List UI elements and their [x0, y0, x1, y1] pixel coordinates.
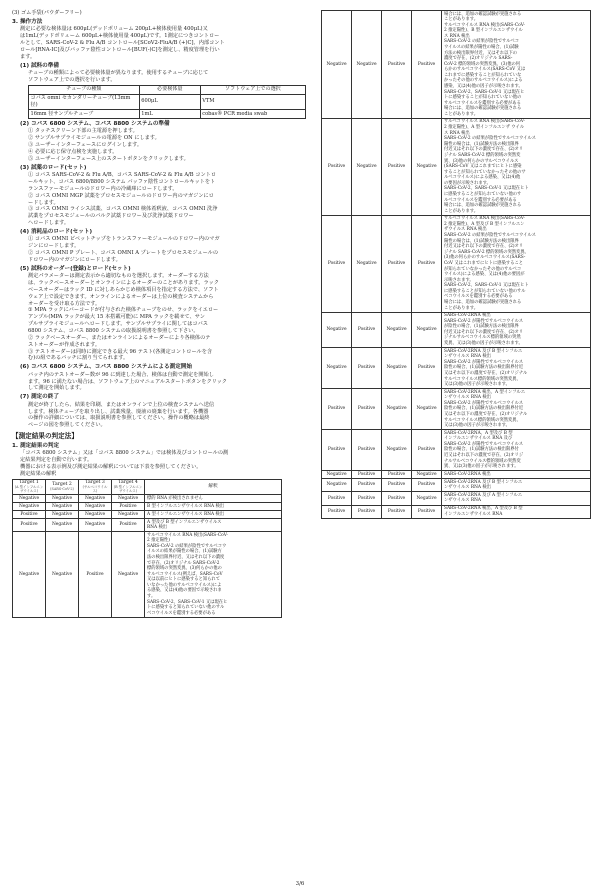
target-2-header: Target 2 (SARS-CoV-2)	[46, 479, 79, 494]
target-3-result-cell: Positive	[382, 118, 412, 215]
target-1-result-cell: Negative	[322, 11, 352, 119]
run-end-body	[12, 402, 306, 429]
text-line: して測定を開始します。	[28, 385, 85, 392]
interpretation-cell	[145, 503, 282, 511]
interpretation-line: SARS-CoV-2 が陽性でサルベコウイルス	[444, 318, 524, 324]
interpretation-line: SARS-CoV-2 の結果が陰性でサルベコウイルス	[444, 233, 536, 239]
text-line: ソフトウェア上での選択を行います。	[28, 76, 116, 83]
text-line: ① MPA ラックにバーコードが付与された検体チューブをのせ、ラックをイエロー	[28, 307, 219, 314]
interpretation-line: サルベコウイルス RNA 検出(SARS-CoV-	[444, 216, 525, 222]
interpretation-line: 又はそれ以下の濃度で存在、(2)オリジナル	[444, 370, 528, 376]
target-4-result-cell: Positive	[112, 519, 145, 532]
interpretation-line: ことがあります。	[444, 111, 479, 117]
target-2-result-cell: Positive	[352, 430, 382, 471]
interpretation-line: かったその他のサルベコウイルス)による	[444, 78, 523, 84]
table-row	[13, 532, 282, 618]
interpretation-line: 付近又はそれ以下の濃度で存在、(2)オリ	[444, 147, 524, 153]
target-4-result-cell: Negative	[412, 389, 442, 430]
text-line: ます。	[20, 53, 36, 60]
target-2-result-cell: Negative	[46, 532, 79, 618]
interpretation-line: B 型インフルエンザウイルス RNA 検出	[147, 503, 225, 509]
interpretation-line: ジナルサルベコウイルス標的領域の突然	[444, 335, 521, 341]
sample-order-steps	[12, 307, 306, 362]
target-1-result-cell: Positive	[322, 505, 352, 518]
target-1-result-cell: Positive	[322, 118, 352, 215]
target-3-header: Target 3 (サルベコウイルス)	[79, 479, 112, 494]
interpretation-line: SARS-CoV-2RNA 検出	[444, 313, 491, 319]
interpretation-line: ことがあります。	[444, 208, 479, 214]
target-2-result-cell: Negative	[352, 11, 382, 119]
interpretation-line: の要因が示唆されます。	[444, 180, 491, 186]
result-interpretation-table-continued	[321, 10, 591, 519]
text-line: ルとして、SARS-CoV-2 & Flu A/B コントロール[SCoV2-FluA/B (+)C]、内部コント	[20, 39, 225, 46]
text-line: オーダーを受け取る方法です。	[28, 300, 101, 307]
interpretation-line: 又は以前にヒトに感染すると知られて	[147, 577, 221, 583]
text-line: む)の組であるバッチに割り当てられます。	[28, 355, 129, 362]
interpretation-line: 陰性の場合、(1)試験方法の検出限界付	[444, 447, 519, 453]
interpretation-line: ス RNA 検出	[444, 33, 470, 39]
run-start-heading: (6) コバス 6800 システム、コバス 8800 システムによる測定開始	[20, 364, 192, 371]
table-row	[322, 348, 591, 389]
consumable-load-steps	[12, 236, 306, 263]
interpretation-line: に感染することが知られていない他のサ	[444, 192, 522, 197]
interpretation-cell	[145, 532, 282, 618]
target-2-result-cell: Positive	[352, 348, 382, 389]
interpretation-line: SARS-CoV-2 が陽性でサルベコウイルス	[444, 441, 524, 447]
text-line: ③ コバス OMNI ライシス試薬、コバス OMNI 検体希釈液、コバス OMNI 洗浄	[28, 206, 218, 213]
target-2-result-cell: Negative	[46, 503, 79, 511]
text-line: 6800 システム、コバス 8800 システムの取扱説明書を参照して下さい。	[28, 328, 199, 335]
text-line: 定結果判定を自動で行います。	[20, 457, 93, 464]
interpretation-cell	[442, 11, 591, 119]
table-row	[322, 215, 591, 312]
interpretation-line: ルベコウイルスを鑑別する必要がある	[444, 197, 517, 203]
interpretation-line: トに感染することが知られていない他の	[444, 95, 522, 101]
text-line: ールキット、コバス 6800/8800 システム バッファ陰性コントロールキットをト	[28, 178, 216, 185]
interpretation-line: SARS-CoV-2 の結果が陰性でサルベコウ	[147, 543, 227, 549]
target-4-header: Target 4 (B 型インフルエンザウイルス)	[112, 479, 145, 494]
text-line: ページの図を参照してください。	[28, 422, 106, 429]
interpretation-line: SARS-CoV-2RNA 及び B 型インフルエ	[444, 479, 523, 485]
text-line: ます。96 に満たない場合は、ソフトウェア上のマニュアルスタートボタンをクリック	[28, 378, 227, 385]
text-line: は、ラックベースオーダーとオンラインによるオーダーのことがあります。ラック	[28, 280, 219, 287]
interpretation-line: 濃度で存在、(2)オリジナル SARS-	[444, 56, 513, 62]
text-line: 測定が終了したら、結果を印刷、またはオンラインで上位の検査システムへ送信	[28, 401, 215, 408]
result-judgement-heading: 1. 測定結果の判定	[12, 442, 60, 449]
system-prep-steps	[12, 128, 306, 162]
target-4-result-cell: Positive	[412, 348, 442, 389]
interpretation-line: が陰性の場合、(1)試験方法の検出限界	[444, 324, 519, 330]
interpretation-line: ことがあります。	[444, 305, 479, 311]
text-line: ベースオーダーはラック ID に対しあらかじめ検体項目を指定する方法で、ソフト	[28, 286, 219, 293]
text-line: 試薬をプロセスモジュールのバルク試薬ドロワー及び洗浄試薬ドロワー	[28, 213, 194, 220]
interpretation-line: 2 推定陽性)、A 型インフルエンザ ウイル	[444, 125, 525, 131]
interpretation-line: SARS-CoV-2、SARS-CoV-1 又は現在ヒ	[444, 89, 525, 95]
table-row	[322, 389, 591, 430]
target-1-result-cell: Positive	[322, 430, 352, 471]
interpretation-line: (SARS-CoV 又はこれまでにヒトに感染	[444, 164, 522, 170]
interpretation-line: SARS-CoV-2、SARS-CoV-1 又は現在ヒト	[444, 283, 529, 289]
text-line: プルサプライモジュールへロードします。サンプルサプライに関してはコバス	[28, 321, 208, 328]
target-3-result-cell: Negative	[382, 312, 412, 347]
target-4-result-cell: Positive	[412, 505, 442, 518]
interpretation-line: 示唆されます。	[444, 277, 474, 283]
interpretation-line: 異、(3)他の何らかのサルベコウイルス	[444, 158, 519, 164]
interpretation-line: SARS-CoV-2 が陽性でサルベコウイルス	[444, 400, 524, 406]
interpretation-header: 解釈	[145, 479, 282, 494]
interpretation-line: サルベコウイルス(例えば、SARS-CoV	[147, 571, 223, 577]
interpretation-line: らかのサルベコウイルス(SARS-CoV 又は	[444, 67, 526, 73]
target-2-result-cell: Positive	[352, 492, 382, 505]
text-line: ② コバス OMNI P プレート、コバス OMNI A プレートをプロセスモジュールの	[28, 250, 219, 257]
interpretation-cell	[442, 505, 591, 518]
interpretation-line: る感染、又は(4)他の要因で示唆されま	[147, 588, 222, 594]
target-2-result-cell: Positive	[352, 389, 382, 430]
tube-type-cell: 16mm 径サンプルチューブ	[29, 110, 140, 119]
sample-volume-cell: 600μL	[139, 94, 200, 110]
target-3-result-cell: Negative	[79, 503, 112, 511]
text-line: ウェア上で設定できます。オンラインによるオーダーは上位の検査システムから	[28, 293, 214, 300]
text-line: ⑤ ユーザーインターフェース上のスタートボタンをクリックします。	[28, 155, 189, 162]
text-line: チューブの種類によって必要検体量が異なります。使用するチューブに応じて	[28, 69, 209, 76]
target-3-result-cell: Positive	[382, 471, 412, 479]
target-3-result-cell: Negative	[79, 495, 112, 503]
text-line: ③ ユーザーインターフェースにログインします。	[28, 142, 143, 149]
interpretation-line: 場合には、追加の確認試験が実施される	[444, 299, 522, 305]
target-1-result-cell: Negative	[322, 471, 352, 479]
target-2-result-cell: Negative	[46, 511, 79, 519]
table-row	[13, 519, 282, 532]
text-line: は1mL(デッドボリューム 600μL+検体使用量 400μL)です。1測定につきコントロー	[20, 33, 220, 40]
target-1-result-cell: Positive	[13, 511, 46, 519]
interpretation-line: SARS-CoV-2 が陽性でサルベコウイルス	[444, 359, 524, 365]
text-line: ③ テストオーダーは同時に測定できる最大 96 テスト(各測定コントロールを含	[28, 348, 213, 355]
item-3-gloves: (3) ゴム手袋(パウダーフリー)	[12, 10, 82, 16]
target-2-result-cell: Negative	[46, 495, 79, 503]
target-2-result-cell: Positive	[352, 505, 382, 518]
target-3-result-cell: Positive	[382, 479, 412, 492]
target-2-result-cell: Negative	[352, 118, 382, 215]
tube-table-header-row	[29, 85, 306, 94]
operation-heading: 3. 操作方法	[12, 18, 43, 25]
target-1-result-cell: Negative	[322, 479, 352, 492]
target-4-result-cell: Positive	[412, 11, 442, 119]
text-line: ① コバス SARS-CoV-2 & Flu A/B、コバス SARS-CoV-2 & Flu A/B コントロ	[28, 172, 217, 179]
interpretation-line: ナルサルベコウイルス標的領域の突然変	[444, 458, 521, 464]
interpretation-line: イルスの結果が陽性の場合、(1)試験方	[147, 549, 222, 555]
text-line: へロードします。	[28, 220, 70, 227]
interpretation-line: A 型インフルエンザウイルス RNA 検出	[147, 511, 225, 517]
sample-order-heading: (5) 試料のオーダー(登録)とロード(セット)	[20, 265, 131, 272]
interpretation-line: が知られていなかったその他のサルベコ	[444, 266, 522, 272]
interpretation-cell	[442, 118, 591, 215]
system-prep-heading: (2) コバス 6800 システム、コバス 8800 システムの準備	[20, 121, 170, 128]
interpretation-line: で存在、(2)オリジナル SARS-CoV-2	[147, 560, 220, 566]
target-2-result-cell: Positive	[352, 471, 382, 479]
operation-intro	[12, 26, 306, 60]
interpretation-line: 方法の検出限界付近、又はそれ以下の	[444, 50, 518, 56]
interpretation-line: SARS-CoV-2RNA、A 型及び B 型	[444, 430, 513, 436]
result-interpretation-table	[12, 479, 282, 618]
interpretation-line: SARS-CoV-2、SARS-CoV-1 又は現在ヒ	[147, 599, 228, 605]
interpretation-line: 場合には、追加の確認試験が実施される	[444, 203, 522, 209]
text-line: アンプル(MPA ラックが最大 15 本搭載可能)に MPA ラックを載せて、サン	[28, 314, 205, 321]
interpretation-line: A 型及び B 型インフルエンザウイルス	[147, 519, 222, 525]
text-line: ② ラックベースオーダー、またはオンラインによるオーダーにより各検体のテ	[28, 334, 211, 341]
interpretation-line: サルベコウイルス標的領域の突然変異、	[444, 417, 521, 423]
target-4-result-cell: Negative	[412, 471, 442, 479]
target-4-result-cell: Positive	[412, 215, 442, 312]
table-row	[322, 118, 591, 215]
target-1-result-cell: Positive	[322, 215, 352, 312]
interpretation-line: 又は(3)他の因子が示唆されます。	[444, 382, 510, 388]
table-row	[322, 492, 591, 505]
target-4-result-cell: Negative	[112, 511, 145, 519]
sample-volume-cell: 1mL	[139, 110, 200, 119]
target-4-result-cell: Positive	[412, 430, 442, 471]
interpretation-line: ジナル SARS-CoV-2 標的領域の突然変異、	[444, 249, 529, 255]
interpretation-line: ウイルス)による感染、又は(4)他の要因が	[444, 272, 525, 278]
software-selection-cell: VTM	[200, 94, 305, 110]
interpretation-line: 変異、又は(3)他の因子が示唆されます。	[444, 341, 523, 347]
sample-prep-body	[12, 70, 306, 84]
text-line: ロール[RNA-IC]及びバッファ陰性コントロール[BUF(-)C]を測定し、精度管理を行い	[20, 46, 220, 53]
judgement-section-heading: 【測定結果の判定法】	[12, 432, 78, 441]
target-3-result-cell: Negative	[382, 430, 412, 471]
target-4-result-cell: Negative	[412, 312, 442, 347]
text-line: ① コバス OMNI ピペットチップをトランスファーモジュールのドロワー内のマガ	[28, 236, 220, 243]
interpretation-line: インフルエンザウイルス RNA	[444, 511, 503, 517]
text-line: ストオーダーが作成されます。	[28, 341, 101, 348]
table-row	[322, 11, 591, 119]
tube-table-header: ソフトウェア上での選択	[200, 85, 305, 94]
interpretation-line: (3)他の何らかのサルベコウイルス(SARS-	[444, 255, 526, 261]
interpretation-line: 2 推定陽性)	[147, 538, 170, 544]
target-3-result-cell: Positive	[382, 492, 412, 505]
target-4-result-cell: Negative	[412, 492, 442, 505]
target-3-result-cell: Positive	[79, 532, 112, 618]
table-row	[322, 479, 591, 492]
interpretation-line: サルベコウイルス RNA 検出(SARS-CoV-	[444, 119, 525, 125]
target-1-result-cell: Positive	[322, 389, 352, 430]
target-3-result-cell: Positive	[382, 11, 412, 119]
text-line: ④ 必要に応じ保守点検を実施します。	[28, 149, 118, 156]
tube-type-cell: コバス omni セカンダリーチューブ(13mm 径)	[29, 94, 140, 110]
table-row	[322, 505, 591, 518]
text-line: の操作の詳細については、取扱説明書を参照してください。操作の概略は最終	[28, 415, 210, 422]
interpretation-line: 付近又はそれ以下の濃度で存在、(2)オリ	[444, 244, 524, 250]
text-line: 測定に必要な検体量は 600μL(デッドボリューム 200μL+検体使用量 400μL)又	[20, 26, 208, 33]
table-row	[322, 430, 591, 471]
interpretation-line: SARS-CoV-2 の結果が陰性でサルベコウイルス	[444, 136, 536, 142]
interpretation-line: 陽性の場合は、(1)試験方法の検出限界	[444, 141, 519, 147]
interpretation-line: SARS-CoV-2 の結果が陰性でサルベコ	[444, 39, 520, 45]
interpretation-line: 2 推定陽性)、B 型インフルエンザウイル	[444, 28, 523, 34]
interpretation-line: 異、又は(3)他の因子が示唆されます。	[444, 464, 519, 470]
interpretation-line: いなかった他のサルベコウイルス)によ	[147, 582, 222, 588]
interpretation-line: 標的領域の突然変異、(3)何らかの他の	[147, 566, 222, 572]
interpretation-line: ンザウイルス RNA	[444, 498, 481, 504]
interpretation-line: 又は(3)他の因子が示唆されます。	[444, 423, 510, 429]
target-1-result-cell: Negative	[13, 495, 46, 503]
interpretation-cell	[442, 348, 591, 389]
text-line: 測定パラメーターは測定表示から適切なものを選択します。オーダーする方法	[28, 273, 209, 280]
target-4-result-cell: Negative	[112, 532, 145, 618]
interpretation-line: SARS-CoV-2RNA 検出、A 型及び B 型	[444, 506, 523, 512]
target-1-result-cell: Negative	[322, 312, 352, 347]
interpretation-line: 2 推定陽性)、A 型及び B 型インフルエン	[444, 221, 525, 227]
interpretation-line: 陽性の場合は、(1)試験方法の検出限界	[444, 238, 519, 244]
target-4-result-cell: Positive	[412, 479, 442, 492]
interpretation-line: RNA 検出	[147, 525, 168, 531]
reagent-load-heading: (3) 試薬のロード(セット)	[20, 164, 87, 171]
software-selection-cell: cobas® PCR media swab	[200, 110, 305, 119]
text-line: ードします。	[28, 199, 59, 206]
text-line: 測定結果の解釈	[20, 470, 57, 477]
interpretation-line: ザウイルス RNA 検出	[444, 227, 487, 233]
target-2-result-cell: Negative	[46, 519, 79, 532]
interpretation-cell	[145, 511, 282, 519]
interpretation-line: ンザウイルス RNA 検出	[444, 485, 491, 491]
result-judgement-body	[12, 450, 306, 477]
text-line: 機器における表示例及び測定結果の解釈については下表を参照してください。	[20, 463, 202, 470]
target-1-header: Target 1 (A 型インフルエンザウイルス)	[13, 479, 46, 494]
target-4-result-cell: Positive	[112, 503, 145, 511]
table-row	[13, 495, 282, 503]
interpretation-line: に感染することが知られていない他のサル	[444, 288, 526, 294]
tube-table	[28, 85, 306, 119]
interpretation-line: SARS-CoV-2RNA 及び A 型インフルエ	[444, 492, 523, 498]
reagent-load-steps	[12, 172, 306, 227]
text-line: ① タッチスクリーン下部の主電源を押します。	[28, 128, 138, 135]
tube-table-row	[29, 94, 306, 110]
target-4-result-cell: Negative	[412, 118, 442, 215]
text-line: バッチ内のテストオーダー数が 96 に到達した場合、検体は自動で測定を開始し	[28, 371, 214, 378]
interpretation-line: トに感染すると知られていない他のサル	[147, 605, 225, 611]
interpretation-line: ジナル SARS-CoV-2 標的領域の突然変	[444, 152, 521, 158]
tube-table-row	[29, 110, 306, 119]
target-2-result-cell: Negative	[352, 215, 382, 312]
interpretation-line: ことがあります。	[444, 17, 479, 23]
interpretation-cell	[442, 312, 591, 347]
interpretation-cell	[145, 495, 282, 503]
interpretation-cell	[442, 389, 591, 430]
target-3-result-cell: Negative	[382, 389, 412, 430]
run-start-body	[12, 372, 306, 393]
target-1-result-cell: Positive	[322, 492, 352, 505]
table-row	[322, 312, 591, 347]
target-1-result-cell: Positive	[13, 519, 46, 532]
interpretation-line: サルベコウイルスを鑑別する必要がある	[444, 100, 521, 106]
interpretation-line: サルベコウイルス標的領域の突然変異、	[444, 376, 521, 382]
interpretation-cell	[442, 492, 591, 505]
interpretation-line: 近又はそれ以下の濃度で存在、(2)オリジ	[444, 453, 524, 459]
interpretation-line: 場合には、追加の確認試験が実施される	[444, 11, 522, 17]
interpretation-line: 陰性の場合、(1)試験方法の検出限界付近	[444, 406, 524, 412]
interpretation-line: ス RNA 検出	[444, 130, 470, 136]
text-line: ジンにロードします。	[28, 243, 80, 250]
interpretation-line: サルベコウイルス RNA 検出(SARS-CoV-	[147, 532, 228, 538]
interpretation-line: ルベコウイルス)による感染、又は(4)他	[444, 175, 521, 181]
consumable-load-heading: (4) 消耗品のロード(セット)	[20, 228, 93, 235]
interpretation-line: 標的 RNA が検出されません	[147, 495, 203, 501]
interpretation-line: 感染、又は(4)他の因子が示唆されます。	[444, 84, 523, 90]
interpretation-line: 陰性の場合、(1)試験方法の検出限界付近	[444, 365, 524, 371]
target-3-result-cell: Negative	[79, 519, 112, 532]
interpretation-line: 又はそれ以下の濃度で存在、(2)オリジナル	[444, 411, 528, 417]
table-row	[322, 471, 591, 479]
interpretation-line: SARS-CoV-2RNA 及び B 型インフルエ	[444, 348, 523, 354]
result-table-header-row	[13, 479, 282, 494]
interpretation-line: ウイルスの結果が陽性の場合、(1)試験	[444, 44, 519, 50]
interpretation-line: SARS-CoV-2RNA 検出、A 型インフルエ	[444, 389, 526, 395]
target-1-result-cell: Negative	[13, 532, 46, 618]
tube-table-header: 必要検体量	[139, 85, 200, 94]
right-column	[321, 10, 591, 519]
text-line: ドロワー内のマガジンにロードします。	[28, 256, 121, 263]
tube-table-header: チューブの種類	[29, 85, 140, 94]
left-column	[12, 10, 306, 618]
interpretation-line: ンザウイルス RNA 検出	[444, 395, 491, 401]
interpretation-line: これまでに感染することが知られていな	[444, 72, 522, 78]
interpretation-line: インフルエンザウイルス RNA 及び	[444, 436, 513, 442]
interpretation-cell	[442, 215, 591, 312]
text-line: ② サンプルサプライモジュールの電源を ON にします。	[28, 135, 160, 142]
interpretation-line: CoV-2 標的領域の突然変異、(3)他の何	[444, 61, 521, 67]
interpretation-line: 場合には、追加の確認試験が実施される	[444, 106, 522, 112]
text-line: ② コバス OMNI MGP 試薬をプロセスモジュールのドロワー内のマガジンにロ	[28, 192, 214, 199]
target-3-result-cell: Positive	[382, 505, 412, 518]
table-row	[13, 503, 282, 511]
interpretation-cell	[442, 430, 591, 471]
interpretation-line: す。	[147, 594, 156, 600]
interpretation-line: 付近又はそれ以下の濃度で存在、(2)オリ	[444, 329, 524, 335]
table-row	[13, 511, 282, 519]
interpretation-line: CoV 又はこれまでにヒトに感染すること	[444, 260, 524, 266]
target-3-result-cell: Negative	[382, 348, 412, 389]
target-2-result-cell: Positive	[352, 312, 382, 347]
target-2-result-cell: Positive	[352, 479, 382, 492]
interpretation-cell	[145, 519, 282, 532]
target-3-result-cell: Positive	[382, 215, 412, 312]
interpretation-line: ベコウイルスを鑑別する必要がある	[147, 610, 216, 616]
target-4-result-cell: Negative	[112, 495, 145, 503]
target-1-result-cell: Negative	[322, 348, 352, 389]
interpretation-line: SARS-CoV-2、SARS-CoV-1 又は現在ヒト	[444, 186, 529, 192]
target-1-result-cell: Negative	[13, 503, 46, 511]
text-line: します。検体チューブを取り出し、試薬残量、廃液の廃棄を行います。各機器	[28, 408, 209, 415]
run-end-heading: (7) 測定の終了	[20, 394, 59, 401]
sample-order-body	[12, 273, 306, 307]
interpretation-cell	[442, 479, 591, 492]
interpretation-line: サルベコウイルス RNA 検出(SARS-CoV-	[444, 22, 525, 28]
interpretation-line: ンザウイルス RNA 検出	[444, 354, 491, 360]
interpretation-line: 法の検出限界付近、又はそれ以下の濃度	[147, 555, 225, 560]
interpretation-line: することが知られていなかったその他のサ	[444, 169, 526, 175]
page-number: 3/6	[295, 881, 305, 887]
interpretation-cell	[442, 471, 591, 479]
interpretation-line: SARS-CoV-2RNA 検出	[444, 471, 491, 477]
text-line: ランスファーモジュールのドロワー内の冷蔵庫にロードします。	[28, 185, 178, 192]
sample-prep-heading: (1) 試料の準備	[20, 62, 59, 69]
text-line: 「コバス 6800 システム」又は「コバス 8800 システム」では検体及びコントロールの測	[20, 450, 229, 457]
target-3-result-cell: Negative	[79, 511, 112, 519]
interpretation-line: ベコウイルスを鑑別する必要がある	[444, 294, 513, 300]
